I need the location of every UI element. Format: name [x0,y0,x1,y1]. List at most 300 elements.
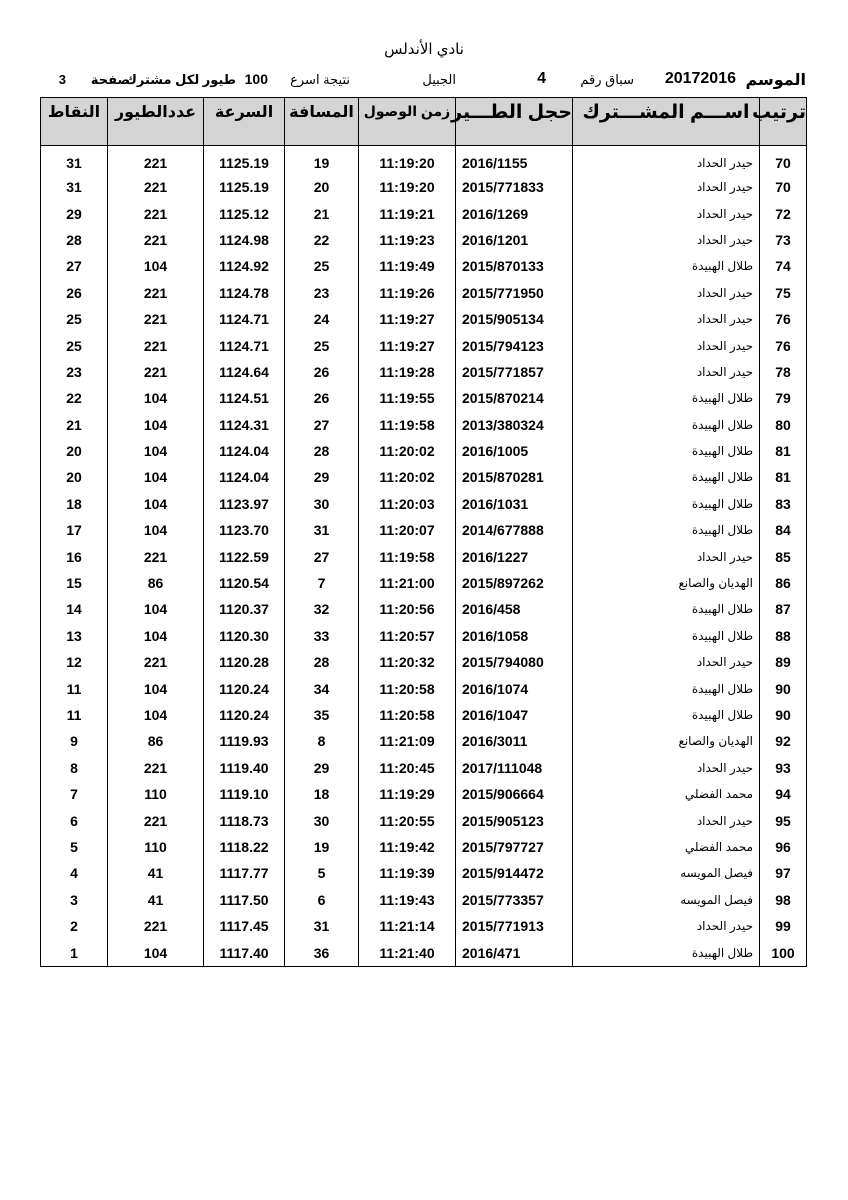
cell-arrival-time: 11:19:49 [359,253,456,279]
cell-distance: 6 [285,887,359,913]
cell-arrival-time: 11:21:09 [359,728,456,754]
cell-speed: 1123.70 [204,517,285,543]
cell-rank: 100 [760,939,807,966]
cell-participant: حيدر الحداد [573,174,760,200]
fastest-label: نتيجة اسرع [290,72,350,87]
cell-bird-count: 110 [108,781,204,807]
cell-rank: 80 [760,412,807,438]
cell-points: 28 [66,231,82,248]
cell-ring: 2015/906664 [456,781,573,807]
cell-arrival-time: 11:19:26 [359,280,456,306]
cell-arrival-time: 11:19:58 [359,412,456,438]
cell-rank: 74 [760,253,807,279]
cell-participant: الهديان والصانع [573,728,760,754]
table-row [41,438,807,464]
cell-bird-count: 221 [108,543,204,569]
cell-points: 12 [66,654,82,671]
cell-distance: 29 [285,464,359,490]
cell-distance: 5 [285,860,359,886]
table-row [41,834,807,860]
cell-speed: 1124.31 [204,412,285,438]
cell-arrival-time: 11:19:20 [359,146,456,175]
cell-ring: 2016/3011 [456,728,573,754]
cell-ring: 2016/458 [456,596,573,622]
cell-distance: 31 [285,913,359,939]
cell-ring: 2015/771857 [456,359,573,385]
cell-rank: 90 [760,675,807,701]
cell-participant: طلال الهبيدة [573,675,760,701]
table-row [41,781,807,807]
cell-speed: 1125.12 [204,200,285,226]
cell-rank: 99 [760,913,807,939]
cell-participant: حيدر الحداد [573,146,760,175]
birds-per-member-label: طيور لكل مشترك [124,72,236,87]
cell-bird-count: 221 [108,359,204,385]
cell-arrival-time: 11:20:45 [359,755,456,781]
cell-rank: 76 [760,306,807,332]
cell-ring: 2017/111048 [456,755,573,781]
table-row [41,146,807,175]
cell-speed: 1124.98 [204,227,285,253]
table-row [41,517,807,543]
cell-arrival-time: 11:19:58 [359,543,456,569]
cell-speed: 1119.40 [204,755,285,781]
cell-participant: طلال الهبيدة [573,623,760,649]
col-speed-header: السرعة [204,98,285,146]
cell-ring: 2016/1269 [456,200,573,226]
cell-distance: 27 [285,543,359,569]
cell-arrival-time: 11:19:27 [359,332,456,358]
cell-distance: 36 [285,939,359,966]
cell-rank: 90 [760,702,807,728]
club-title: نادي الأندلس [384,41,464,58]
cell-ring: 2015/914472 [456,860,573,886]
cell-bird-count: 104 [108,385,204,411]
cell-arrival-time: 11:20:58 [359,702,456,728]
cell-distance: 23 [285,280,359,306]
table-row [41,464,807,490]
cell-distance: 25 [285,332,359,358]
cell-points: 18 [66,495,82,512]
cell-arrival-time: 11:20:57 [359,623,456,649]
cell-speed: 1118.73 [204,807,285,833]
cell-distance: 8 [285,728,359,754]
cell-arrival-time: 11:19:28 [359,359,456,385]
cell-ring: 2015/870214 [456,385,573,411]
table-row [41,675,807,701]
cell-distance: 20 [285,174,359,200]
cell-distance: 35 [285,702,359,728]
cell-speed: 1117.77 [204,860,285,886]
cell-arrival-time: 11:20:58 [359,675,456,701]
cell-bird-count: 221 [108,280,204,306]
cell-points: 26 [66,284,82,301]
table-row [41,253,807,279]
cell-bird-count: 221 [108,807,204,833]
col-arrival-header: زمن الوصول [359,98,456,146]
cell-points: 31 [66,179,82,196]
fastest-count: 100 [244,71,268,87]
cell-bird-count: 41 [108,860,204,886]
cell-participant: محمد الفضلي [573,781,760,807]
cell-points: 25 [66,311,82,328]
cell-rank: 73 [760,227,807,253]
cell-arrival-time: 11:20:07 [359,517,456,543]
cell-ring: 2016/1201 [456,227,573,253]
cell-rank: 89 [760,649,807,675]
cell-participant: الهديان والصانع [573,570,760,596]
cell-arrival-time: 11:19:43 [359,887,456,913]
table-row [41,280,807,306]
table-row [41,570,807,596]
cell-rank: 75 [760,280,807,306]
cell-rank: 86 [760,570,807,596]
table-row [41,227,807,253]
cell-ring: 2015/771833 [456,174,573,200]
cell-ring: 2016/1227 [456,543,573,569]
cell-distance: 21 [285,200,359,226]
cell-rank: 93 [760,755,807,781]
cell-bird-count: 104 [108,623,204,649]
cell-arrival-time: 11:19:21 [359,200,456,226]
cell-bird-count: 221 [108,306,204,332]
table-row [41,543,807,569]
cell-distance: 18 [285,781,359,807]
cell-participant: فيصل المويسه [573,860,760,886]
cell-speed: 1123.97 [204,491,285,517]
cell-bird-count: 104 [108,517,204,543]
cell-bird-count: 110 [108,834,204,860]
cell-rank: 70 [760,174,807,200]
table-row [41,939,807,966]
cell-points: 3 [70,891,78,908]
cell-ring: 2015/905134 [456,306,573,332]
cell-points: 9 [70,733,78,750]
col-birds-header: عددالطيور [108,98,204,146]
cell-participant: حيدر الحداد [573,543,760,569]
cell-speed: 1120.24 [204,675,285,701]
cell-points: 25 [66,337,82,354]
cell-speed: 1120.37 [204,596,285,622]
cell-bird-count: 221 [108,146,204,175]
cell-participant: حيدر الحداد [573,280,760,306]
cell-bird-count: 221 [108,755,204,781]
cell-points: 22 [66,390,82,407]
cell-speed: 1124.04 [204,464,285,490]
cell-points: 13 [66,627,82,644]
race-info-line [40,70,806,90]
cell-arrival-time: 11:19:20 [359,174,456,200]
cell-points: 17 [66,522,82,539]
table-row [41,887,807,913]
table-row [41,200,807,226]
cell-speed: 1117.40 [204,939,285,966]
cell-rank: 85 [760,543,807,569]
table-row [41,755,807,781]
cell-arrival-time: 11:20:03 [359,491,456,517]
col-distance-header: المسافة [285,98,359,146]
cell-ring: 2013/380324 [456,412,573,438]
cell-ring: 2016/1031 [456,491,573,517]
cell-points: 27 [66,258,82,275]
cell-bird-count: 221 [108,649,204,675]
cell-points: 7 [70,786,78,803]
cell-ring: 2015/771913 [456,913,573,939]
cell-distance: 7 [285,570,359,596]
cell-distance: 25 [285,253,359,279]
cell-participant: طلال الهبيدة [573,517,760,543]
cell-arrival-time: 11:20:02 [359,438,456,464]
cell-speed: 1119.10 [204,781,285,807]
cell-bird-count: 41 [108,887,204,913]
cell-ring: 2015/905123 [456,807,573,833]
season-value: 20172016 [664,70,736,87]
cell-rank: 76 [760,332,807,358]
race-number: 4 [537,70,546,87]
cell-points: 29 [66,205,82,222]
table-row [41,174,807,200]
cell-speed: 1124.71 [204,332,285,358]
results-table [40,97,807,967]
cell-arrival-time: 11:20:56 [359,596,456,622]
cell-arrival-time: 11:21:00 [359,570,456,596]
page-label: صفحة [90,72,130,87]
col-points-header: النقاط [41,98,108,146]
cell-ring: 2016/1074 [456,675,573,701]
table-row [41,623,807,649]
cell-arrival-time: 11:20:02 [359,464,456,490]
cell-ring: 2016/1005 [456,438,573,464]
cell-participant: طلال الهبيدة [573,438,760,464]
cell-ring: 2015/794123 [456,332,573,358]
cell-ring: 2015/870281 [456,464,573,490]
page-number: 3 [58,72,66,87]
cell-speed: 1120.28 [204,649,285,675]
cell-participant: حيدر الحداد [573,200,760,226]
cell-rank: 98 [760,887,807,913]
table-row [41,491,807,517]
cell-arrival-time: 11:19:55 [359,385,456,411]
cell-speed: 1124.64 [204,359,285,385]
cell-points: 21 [66,416,82,433]
cell-arrival-time: 11:20:55 [359,807,456,833]
cell-participant: طلال الهبيدة [573,702,760,728]
cell-ring: 2015/771950 [456,280,573,306]
cell-distance: 32 [285,596,359,622]
cell-distance: 27 [285,412,359,438]
cell-arrival-time: 11:21:40 [359,939,456,966]
cell-arrival-time: 11:19:39 [359,860,456,886]
table-header-row [41,98,807,146]
cell-points: 20 [66,443,82,460]
cell-speed: 1117.50 [204,887,285,913]
cell-arrival-time: 11:19:29 [359,781,456,807]
cell-speed: 1125.19 [204,174,285,200]
table-row [41,913,807,939]
cell-rank: 81 [760,438,807,464]
cell-speed: 1124.92 [204,253,285,279]
cell-distance: 30 [285,807,359,833]
cell-participant: حيدر الحداد [573,227,760,253]
cell-rank: 94 [760,781,807,807]
cell-rank: 97 [760,860,807,886]
cell-rank: 87 [760,596,807,622]
table-row [41,860,807,886]
cell-bird-count: 221 [108,332,204,358]
cell-bird-count: 86 [108,570,204,596]
cell-bird-count: 104 [108,675,204,701]
cell-participant: طلال الهبيدة [573,412,760,438]
cell-bird-count: 86 [108,728,204,754]
cell-speed: 1124.71 [204,306,285,332]
cell-points: 31 [66,155,82,171]
cell-points: 5 [70,838,78,855]
cell-bird-count: 104 [108,596,204,622]
cell-arrival-time: 11:20:32 [359,649,456,675]
cell-distance: 19 [285,834,359,860]
cell-participant: فيصل المويسه [573,887,760,913]
cell-points: 1 [70,944,78,961]
cell-points: 6 [70,812,78,829]
season-label: الموسم [745,72,806,89]
cell-speed: 1124.51 [204,385,285,411]
table-row [41,385,807,411]
cell-ring: 2015/773357 [456,887,573,913]
cell-ring: 2015/870133 [456,253,573,279]
cell-points: 2 [70,918,78,935]
table-row [41,807,807,833]
cell-arrival-time: 11:21:14 [359,913,456,939]
cell-distance: 28 [285,438,359,464]
cell-rank: 96 [760,834,807,860]
cell-ring: 2016/1047 [456,702,573,728]
cell-participant: حيدر الحداد [573,306,760,332]
cell-speed: 1124.78 [204,280,285,306]
cell-arrival-time: 11:19:23 [359,227,456,253]
cell-participant: طلال الهبيدة [573,596,760,622]
cell-distance: 22 [285,227,359,253]
cell-speed: 1119.93 [204,728,285,754]
cell-ring: 2015/794080 [456,649,573,675]
cell-bird-count: 104 [108,464,204,490]
cell-participant: طلال الهبيدة [573,491,760,517]
cell-ring: 2016/471 [456,939,573,966]
cell-points: 8 [70,759,78,776]
cell-speed: 1122.59 [204,543,285,569]
cell-participant: طلال الهبيدة [573,464,760,490]
cell-arrival-time: 11:19:27 [359,306,456,332]
cell-distance: 28 [285,649,359,675]
cell-speed: 1120.24 [204,702,285,728]
cell-bird-count: 104 [108,491,204,517]
cell-ring: 2015/797727 [456,834,573,860]
cell-participant: محمد الفضلي [573,834,760,860]
cell-bird-count: 221 [108,913,204,939]
cell-participant: طلال الهبيدة [573,253,760,279]
cell-bird-count: 104 [108,438,204,464]
cell-rank: 92 [760,728,807,754]
col-ring-header: حجل الطـــير [456,98,573,146]
cell-ring: 2015/897262 [456,570,573,596]
cell-rank: 95 [760,807,807,833]
cell-speed: 1124.04 [204,438,285,464]
cell-ring: 2016/1058 [456,623,573,649]
table-row [41,359,807,385]
cell-participant: حيدر الحداد [573,913,760,939]
cell-distance: 29 [285,755,359,781]
table-row [41,306,807,332]
cell-participant: حيدر الحداد [573,359,760,385]
cell-bird-count: 104 [108,939,204,966]
cell-bird-count: 221 [108,174,204,200]
cell-rank: 83 [760,491,807,517]
cell-rank: 70 [760,146,807,175]
cell-points: 23 [66,363,82,380]
cell-points: 20 [66,469,82,486]
cell-participant: حيدر الحداد [573,755,760,781]
cell-participant: حيدر الحداد [573,807,760,833]
cell-distance: 30 [285,491,359,517]
cell-participant: طلال الهبيدة [573,385,760,411]
cell-points: 15 [66,575,82,592]
race-location: الجبيل [422,72,456,87]
cell-bird-count: 104 [108,412,204,438]
cell-distance: 19 [285,146,359,175]
cell-speed: 1120.54 [204,570,285,596]
table-row [41,702,807,728]
cell-bird-count: 221 [108,227,204,253]
col-name-header: اســـم المشـــترك [573,98,760,146]
cell-speed: 1125.19 [204,146,285,175]
table-row [41,596,807,622]
table-row [41,728,807,754]
cell-distance: 31 [285,517,359,543]
race-label: سباق رقم [580,72,634,87]
cell-rank: 81 [760,464,807,490]
cell-points: 16 [66,548,82,565]
cell-bird-count: 221 [108,200,204,226]
cell-rank: 72 [760,200,807,226]
cell-participant: حيدر الحداد [573,649,760,675]
cell-rank: 78 [760,359,807,385]
cell-distance: 33 [285,623,359,649]
cell-participant: حيدر الحداد [573,332,760,358]
cell-ring: 2014/677888 [456,517,573,543]
cell-points: 4 [70,865,78,882]
cell-rank: 79 [760,385,807,411]
cell-speed: 1120.30 [204,623,285,649]
cell-bird-count: 104 [108,253,204,279]
cell-participant: طلال الهبيدة [573,939,760,966]
table-row [41,412,807,438]
cell-distance: 26 [285,385,359,411]
col-rank-header: ترتيب [760,98,807,146]
cell-speed: 1118.22 [204,834,285,860]
cell-bird-count: 104 [108,702,204,728]
cell-speed: 1117.45 [204,913,285,939]
cell-points: 14 [66,601,82,618]
cell-rank: 84 [760,517,807,543]
cell-distance: 24 [285,306,359,332]
table-row [41,649,807,675]
cell-arrival-time: 11:19:42 [359,834,456,860]
cell-ring: 2016/1155 [456,146,573,175]
cell-rank: 88 [760,623,807,649]
cell-points: 11 [66,707,82,723]
table-row [41,332,807,358]
cell-points: 11 [66,680,82,697]
cell-distance: 34 [285,675,359,701]
